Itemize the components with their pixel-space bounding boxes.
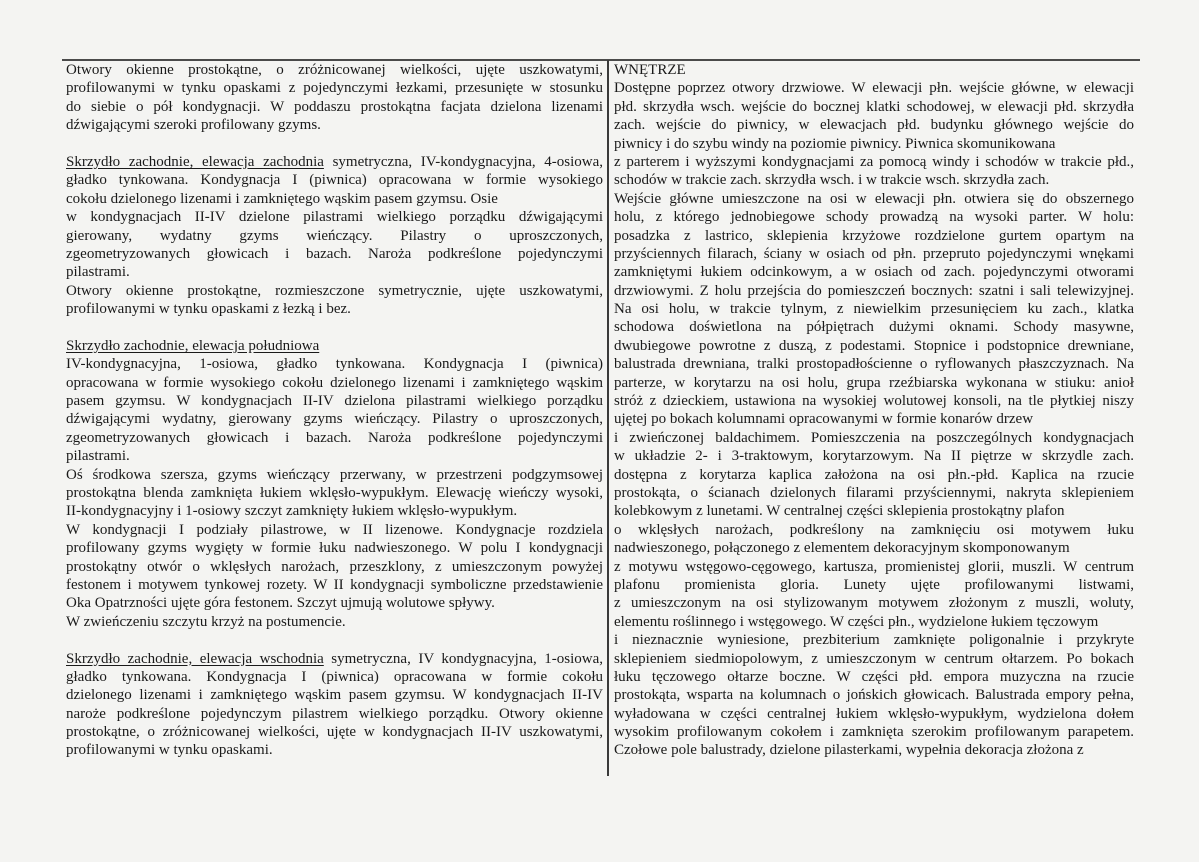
line-text: Oka Opatrzności ujęte góra festonem. Szczyt ujmują wolutowe spływy. [66,595,495,612]
line-text: stróż z dzieckiem, ustawiona na wysokiej wolutowej konsoli, na tle płytkiej niszy [614,393,1134,410]
text-line [614,227,1134,245]
text-line [66,282,603,300]
text-line [614,410,1134,428]
text-line [66,466,603,484]
text-line [614,282,1134,300]
section-heading: Skrzydło zachodnie, elewacja południowa [66,337,320,354]
line-text: prostokątna blenda zamknięta łukiem wklęsło-wypukłym. Elewację wieńczy wysoki, [66,484,603,501]
line-text: i zwieńczonej baldachimem. Pomieszczenia na poszczególnych kondygnacjach [614,429,1134,446]
line-text: Czołowe pole balustrady, dzielone pilasterkami, wypełnia dekoracja złożona z [614,742,1084,759]
text-line [614,668,1134,686]
line-text: prostokątne, o zróżnicowanej wielkości, ujęte w kondygnacjach II-IV uszkowatymi, [66,724,603,741]
text-line [614,116,1134,134]
line-text: gierowany, wydatny gzyms wieńczący. Pilastry o uproszczonych, [66,227,603,244]
text-line [614,337,1134,355]
text-line [66,521,603,539]
line-text: profilowanymi w tynku opaskami z pojedynczymi łezkami, przesunięte w stosunku [66,80,603,97]
line-text: prostokątny otwór o wklęsłych narożach, przeszklony, z umieszczonym powyżej [66,558,603,575]
text-line [66,410,603,428]
exterior-description-column [66,61,603,760]
line-text: naroże podkreślone pojedynczym pilastrem wielkiego porządku. Otwory okienne [66,705,603,722]
text-line [614,631,1134,649]
text-line [66,723,603,741]
text-line [66,631,603,649]
text-line [614,392,1134,410]
text-line [614,153,1134,171]
line-text: i nieznacznie wyniesione, prezbiterium zamknięte poligonalnie i przykryte [614,632,1134,649]
line-text: IV-kondygnacyjna, 1-osiowa, gładko tynkowana. Kondygnacja I (piwnica) [66,356,603,373]
text-line [66,686,603,704]
text-line [614,484,1134,502]
text-line [66,558,603,576]
line-text: o wklęsłych narożach, podkreślony na zamknięciu osi motywem łuku [614,521,1134,538]
line-text: profilowanymi w tynku opaskami z łezką i bez. [66,301,351,318]
text-line [614,318,1134,336]
text-line [66,429,603,447]
line-text: ujętej po bokach kolumnami opracowanymi w formie konarów drzew [614,411,1034,428]
line-text: W kondygnacji I podziały pilastrowe, w II lizenowe. Kondygnacje rozdziela [66,521,603,538]
text-line [66,190,603,208]
line-text: zach. wejście do piwnicy, w elewacjach płd. budynku głównego wejście do [614,117,1134,134]
text-line [66,668,603,686]
line-text: piwnicy i do szybu windy na poziomie piwnicy. Piwnica skomunikowana [614,135,1056,152]
line-text: W zwieńczeniu szczytu krzyż na postumencie. [66,613,346,630]
line-text: plafonu promienista gloria. Lunety ujęte profilowanymi listwami, [614,576,1134,593]
line-text: w kondygnacjach II-IV dzielone pilastrami wielkiego porządku dźwigającymi [66,209,603,226]
line-text: parterze, w korytarzu na osi holu, grupa rzeźbiarska wykonana w stiuku: anioł [614,374,1134,391]
line-text: przyściennych filarach, ściany w osiach od płn. przepruto pojedynczymi wnękami [614,245,1134,262]
text-line [614,447,1134,465]
text-line [614,466,1134,484]
text-line [614,190,1134,208]
line-text: symetryczna, IV kondygnacyjna, 1-osiowa, [323,650,603,667]
line-text: wyładowana w części centralnej łukiem wklęsło-wypukłym, wydzielona dołem [614,705,1134,722]
line-text: z parterem i wyższymi kondygnacjami za pomocą windy i schodów w trakcie płd., [614,153,1134,170]
text-line [614,429,1134,447]
text-line [66,263,603,281]
line-text: płd. skrzydła wsch. wejście do bocznej klatki schodowej, w elewacji płd. skrzydła [614,98,1134,115]
line-text: II-kondygnacyjny i 1-osiowy szczyt zamknięty łukiem wklęsło-wypukłym. [66,503,518,520]
text-line [614,558,1134,576]
line-text: zgeometryzowanych głowicach i bazach. Naroża podkreślone pojedynczymi [66,245,603,262]
text-line [614,208,1134,226]
text-line [66,539,603,557]
text-line [66,79,603,97]
line-text: do siebie o pół kondygnacji. W poddaszu prostokątna facjata dzielona lizenami [66,98,603,115]
text-line [614,723,1134,741]
text-line [614,171,1134,189]
text-line [66,98,603,116]
text-line [66,374,603,392]
line-text: balustrada drewniana, tralki prostopadłościenne o ryflowanych płaszczyznach. Na [614,356,1134,373]
line-text: dźwigającymi wydatny, gierowany gzyms wieńczący. Pilastry o uproszczonych, [66,411,603,428]
line-text: zgeometryzowanych głowicach i bazach. Naroża podkreślone pojedynczymi [66,429,603,446]
text-line [614,686,1134,704]
text-line [614,650,1134,668]
text-line [66,61,603,79]
line-text: kolebkowym z lunetami. W centralnej części sklepienia prostokątny plafon [614,503,1065,520]
text-line [614,79,1134,97]
line-text: elementu roślinnego i wstęgowego. W części płn., wydzielone łukiem tęczowym [614,613,1099,630]
line-text: wysokim profilowanym cokołem i zamknięta szerokim profilowanym parapetem. [614,724,1134,741]
text-line [614,613,1134,631]
line-text: prostokąta, wsparta na kolumnach o jońskich głowicach. Balustrada empory pełna, [614,687,1134,704]
line-text: pilastrami. [66,448,130,465]
text-line [66,153,603,171]
text-line [66,300,603,318]
line-text: dwubiegowe powrotne z duszą, z podestami. Stopnice i podstopnice drewniane, [614,337,1134,354]
text-line [614,741,1134,759]
text-line [614,263,1134,281]
line-text: drzwiowymi. Z holu przejścia do pomieszczeń bocznych: szatni i sali telewizyjnej. [614,282,1134,299]
line-text: dzielonego lizenami i zamkniętego wąskim pasem gzymsu. W kondygnacjach II-IV [66,687,603,704]
text-line [66,171,603,189]
line-text: WNĘTRZE [614,62,686,78]
line-text: Otwory okienne prostokątne, rozmieszczone symetrycznie, ujęte uszkowatymi, [66,282,603,299]
line-text: z motywu wstęgowo-cęgowego, kartusza, promienistej glorii, muszli. W centrum [614,558,1134,575]
text-line [66,355,603,373]
text-line [66,484,603,502]
text-line [66,116,603,134]
line-text: Oś środkowa szersza, gzyms wieńczący przerwany, w przestrzeni podgzymsowej [66,466,603,483]
line-text: schodów w trakcie zach. skrzydła wsch. i w trakcie wsch. skrzydła zach. [614,172,1050,189]
text-line [614,98,1134,116]
section-heading: Skrzydło zachodnie, elewacja wschodnia [66,650,324,667]
line-text: Otwory okienne prostokątne, o zróżnicowanej wielkości, ujęte uszkowatymi, [66,62,603,78]
text-line [66,650,603,668]
line-text: profilowany gzyms wygięty w formie łuku nadwieszonego. W polu I kondygnacji [66,540,603,557]
text-line [614,521,1134,539]
text-line [614,374,1134,392]
line-text: w układzie 2- i 3-traktowym, korytarzowym. Na II piętrze w skrzydle zach. [614,448,1134,465]
line-text: z umieszczonym na osi stylizowanym motywem złożonym z muszli, woluty, [614,595,1134,612]
text-line [614,539,1134,557]
column-divider [607,60,609,776]
text-line [614,502,1134,520]
text-line [66,576,603,594]
line-text: nadwieszonego, połączonego z elementem dekoracyjnym skomponowanym [614,540,1070,557]
line-text: Wejście główne umieszczone na osi w elewacji płn. otwiera się do obszernego [614,190,1134,207]
text-line [614,135,1134,153]
text-line [614,300,1134,318]
text-line [66,245,603,263]
text-line [66,337,603,355]
line-text: dźwigającymi szeroki profilowany gzyms. [66,117,321,134]
line-text: sklepieniem siedmiopolowym, z umieszczonym w centrum ołtarzem. Po bokach [614,650,1134,667]
text-line [66,135,603,153]
text-line [66,502,603,520]
interior-description-column [614,61,1134,760]
line-text: prostokąta, o ścianach dzielonych filarami przyściennymi, nakryta sklepieniem [614,484,1134,501]
text-line [66,594,603,612]
line-text: cokołu dzielonego lizenami i zamkniętego wąskim pasem gzymsu. Osie [66,190,498,207]
text-line [66,392,603,410]
text-line [66,447,603,465]
line-text: Na osi holu, w trakcie tylnym, z niewielkim przesunięciem ku zach., klatka [614,301,1134,318]
section-heading: Skrzydło zachodnie, elewacja zachodnia [66,153,324,170]
text-line [66,741,603,759]
line-text: holu, z którego jednobiegowe schody prowadzą na wysoki parter. W holu: [614,209,1134,226]
line-text: gładko tynkowana. Kondygnacja I (piwnica) opracowana w formie wysokiego [66,172,603,189]
text-line [614,245,1134,263]
line-text: profilowanymi w tynku opaskami. [66,742,273,759]
text-line [614,705,1134,723]
text-line [66,208,603,226]
text-line [614,576,1134,594]
text-line [614,594,1134,612]
text-line [66,227,603,245]
text-line [66,318,603,336]
line-text: łuku tęczowego ołtarze boczne. W części płd. empora muzyczna na rzucie [614,668,1134,685]
line-text: opracowana w formie wysokiego cokołu dzielonego lizenami i zamkniętego wąskim [66,374,603,391]
text-line [614,355,1134,373]
line-text: Dostępne poprzez otwory drzwiowe. W elewacji płn. wejście główne, w elewacji [614,80,1134,97]
line-text: pasem gzymsu. W kondygnacjach II-IV dzielona pilastrami wielkiego porządku [66,393,603,410]
line-text: festonem i motywem tynkowej rozety. W II kondygnacji symboliczne przedstawienie [66,576,603,593]
line-text: posadzka z lastrico, sklepienia krzyżowe rozdzielone gurtem opartym na [614,227,1134,244]
line-text: symetryczna, IV-kondygnacyjna, 4-osiowa, [323,153,604,170]
line-text: pilastrami. [66,264,130,281]
line-text: dostępna z korytarza kaplica założona na osi płn.-płd. Kaplica na rzucie [614,466,1134,483]
text-line [614,61,1134,79]
text-line [66,613,603,631]
line-text: schodowa doświetlona na półpiętrach dużymi oknami. Schody masywne, [614,319,1134,336]
line-text: zamkniętymi łukiem odcinkowym, a w osiach od zach. pojedynczymi otworami [614,264,1134,281]
line-text: gładko tynkowana. Kondygnacja I (piwnica) opracowana w formie cokołu [66,668,603,685]
text-line [66,705,603,723]
